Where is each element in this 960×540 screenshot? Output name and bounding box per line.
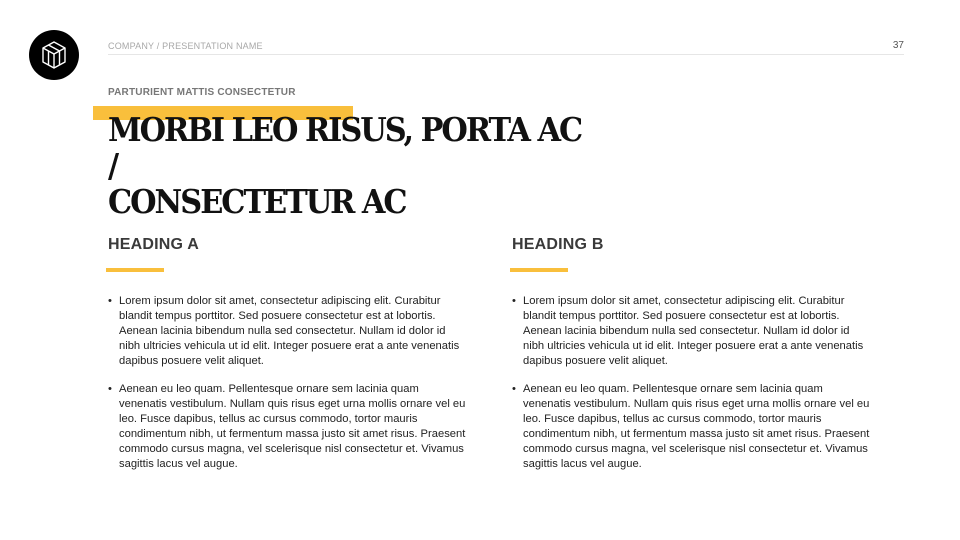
- bullet-item: • Aenean eu leo quam. Pellentesque ornare sem lacinia quam venenatis vestibulum. Nullam quis risus eget urna mollis ornare vel eu leo. Fusce dapibus, tellus ac cursus commodo, tortor mauris condimentum nibh, ut fermentum massa justo sit amet risus. Praesent commodo cursus magna, vel scelerisque nisl consectetur et. Vivamus sagittis lacus vel augue.: [108, 382, 468, 472]
- bullet-item: • Lorem ipsum dolor sit amet, consectetur adipiscing elit. Curabitur blandit tempus porttitor. Sed posuere consectetur est at lobortis. Aenean lacinia bibendum nulla sed consectetur. Nullam id dolor id nibh ultricies vehicula ut id elit. Integer posuere erat a ante venenatis dapibus posuere velit aliquet.: [512, 294, 872, 369]
- heading-accent-bar: [510, 268, 568, 272]
- company-logo: [29, 30, 79, 80]
- bullet-list: [108, 294, 468, 472]
- header-divider: [108, 54, 904, 55]
- bullet-item: • Lorem ipsum dolor sit amet, consectetur adipiscing elit. Curabitur blandit tempus porttitor. Sed posuere consectetur est at lobortis. Aenean lacinia bibendum nulla sed consectetur. Nullam id dolor id nibh ultricies vehicula ut id elit. Integer posuere erat a ante venenatis dapibus posuere velit aliquet.: [108, 294, 468, 369]
- slide-title: [108, 112, 586, 220]
- slide-title-line-2: CONSECTETUR AC: [108, 182, 406, 221]
- bullet-list: [512, 294, 872, 472]
- page-number: 37: [892, 40, 904, 51]
- column-a: [108, 236, 468, 485]
- column-heading: HEADING B: [512, 236, 604, 253]
- cube-logo-icon: [29, 30, 79, 80]
- company-presentation-label: COMPANY / PRESENTATION NAME: [108, 41, 263, 51]
- heading-accent-bar: [106, 268, 164, 272]
- column-heading: HEADING A: [108, 236, 199, 253]
- column-b: [512, 236, 872, 485]
- slide-eyebrow: PARTURIENT MATTIS CONSECTETUR: [108, 87, 296, 98]
- bullet-item: • Aenean eu leo quam. Pellentesque ornare sem lacinia quam venenatis vestibulum. Nullam quis risus eget urna mollis ornare vel eu leo. Fusce dapibus, tellus ac cursus commodo, tortor mauris condimentum nibh, ut fermentum massa justo sit amet risus. Praesent commodo cursus magna, vel scelerisque nisl consectetur et. Vivamus sagittis lacus vel augue.: [512, 382, 872, 472]
- slide-title-line-1: MORBI LEO RISUS, PORTA AC /: [108, 110, 582, 185]
